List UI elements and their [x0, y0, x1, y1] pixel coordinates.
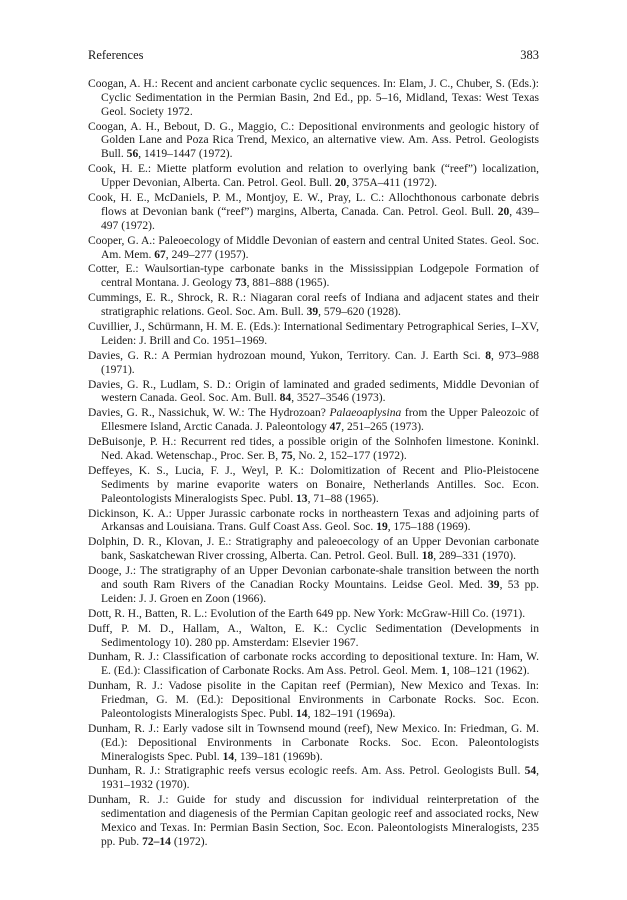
reference-text: , 3527–3546 (1973).	[291, 392, 386, 405]
reference-text: , No. 2, 152–177 (1972).	[292, 449, 407, 462]
volume-number: 1	[440, 665, 447, 678]
volume-number: 8	[485, 349, 491, 362]
reference-text: , 439–497 (1972).	[101, 205, 539, 232]
reference-text: Dickinson, K. A.: Upper Jurassic carbonate rocks in northeastern Texas and adjoining parts of Arkansas and Louisiana. Trans. Gulf Coast Ass. Geol. Soc.	[88, 507, 539, 534]
volume-number: 47	[329, 421, 342, 434]
reference-text: Dunham, R. J.: Stratigraphic reefs versus ecologic reefs. Am. Ass. Petrol. Geologists Bull.	[88, 765, 525, 778]
reference-text: Coogan, A. H., Bebout, D. G., Maggio, C.: Depositional environments and geologic history of Golden Lane and Poza Rica Trend, Mexico, an alternative view. Am. Ass. Petrol. Geologists Bull.	[88, 120, 539, 161]
reference-text: Cook, H. E., McDaniels, P. M., Montjoy, E. W., Pray, L. C.: Allochthonous carbonate debris flows at Devonian bank (“reef”) margins, Alberta, Canada. Can. Petrol. Geol. Bull.	[88, 192, 539, 218]
reference-text: Cook, H. E.: Miette platform evolution and relation to overlying bank (“reef”) localization, Upper Devonian, Alberta. Can. Petrol. Geol. Bull.	[88, 163, 539, 190]
reference-entry	[88, 536, 539, 564]
running-head	[88, 48, 539, 63]
reference-entry	[88, 350, 539, 378]
volume-number: 75	[281, 449, 293, 462]
reference-entry	[88, 321, 539, 349]
reference-entry	[88, 723, 539, 765]
reference-entry	[88, 623, 539, 651]
reference-text: Coogan, A. H.: Recent and ancient carbonate cyclic sequences. In: Elam, J. C., Chuber, S. (Eds.): Cyclic Sedimentation in the Permian Basin, 2nd Ed., pp. 5–16, Midland, Texas: West Texas Geol. Society 1972.	[88, 78, 539, 118]
volume-number: 13	[296, 492, 308, 505]
reference-text: Deffeyes, K. S., Lucia, F. J., Weyl, P. K.: Dolomitization of Recent and Plio-Pleistocene Sediments by marine evaporite waters on Bonaire, Netherlands Antilles. Soc. Econ. Paleontologists Mineralogists Spec. Publ.	[88, 464, 539, 505]
reference-entry	[88, 680, 539, 722]
reference-entry	[88, 121, 539, 163]
reference-text: , 182–191 (1969a).	[307, 707, 396, 720]
volume-number: 84	[279, 392, 292, 405]
reference-text: Cooper, G. A.: Paleoecology of Middle Devonian of eastern and central United States. Geol. Soc. Am. Mem.	[88, 234, 539, 261]
reference-entry	[88, 436, 539, 464]
reference-text: (1972).	[170, 835, 208, 848]
taxon-name: Palaeoaplysina	[329, 407, 402, 420]
reference-entry	[88, 192, 539, 234]
volume-number: 20	[334, 177, 347, 190]
reference-text: Cotter, E.: Waulsortian-type carbonate banks in the Mississippian Lodgepole Formation of central Montana. J. Geology	[88, 263, 539, 290]
reference-text: Cuvillier, J., Schürmann, H. M. E. (Eds.): International Sedimentary Petrographical Series, I–XV, Leiden: J. Brill and Co. 1951–1969.	[88, 321, 539, 347]
reference-text: , 53 pp. Leiden: J. J. Groen en Zoon (1966).	[101, 578, 540, 605]
reference-text: , 139–181 (1969b).	[234, 750, 323, 763]
reference-entry	[88, 565, 539, 607]
reference-entry	[88, 608, 539, 622]
volume-number: 19	[376, 521, 388, 534]
reference-entry	[88, 508, 539, 536]
volume-number: 56	[126, 148, 139, 161]
volume-number: 39	[488, 578, 500, 591]
reference-entry	[88, 235, 539, 263]
reference-text: Dunham, R. J.: Classification of carbonate rocks according to depositional texture. In: Ham, W. E. (Ed.): Classification of Carbonate Rocks. Am Ass. Petrol. Geol. Mem.	[88, 651, 539, 678]
reference-text: , 375A–411 (1972).	[346, 177, 437, 190]
reference-text: , 579–620 (1928).	[318, 306, 401, 319]
reference-text: , 289–331 (1970).	[433, 550, 516, 563]
reference-entry	[88, 163, 539, 191]
reference-text: , 175–188 (1969).	[387, 521, 471, 534]
volume-number: 72–14	[142, 835, 171, 848]
reference-text: Dott, R. H., Batten, R. L.: Evolution of the Earth 649 pp. New York: McGraw-Hill Co. (1971).	[88, 607, 526, 620]
reference-entry	[88, 263, 539, 291]
running-head-title: References	[88, 48, 144, 62]
reference-entry	[88, 465, 539, 507]
reference-text: from the Upper Paleozoic of Ellesmere Island, Arctic Canada. J. Paleontology	[101, 407, 539, 434]
reference-text: Duff, P. M. D., Hallam, A., Walton, E. K.: Cyclic Sedimentation (Developments in Sedimentology 10). 280 pp. Amsterdam: Elsevier 1967.	[88, 622, 539, 649]
volume-number: 67	[154, 248, 166, 261]
reference-text: , 251–265 (1973).	[341, 421, 424, 434]
reference-text: Dunham, R. J.: Vadose pisolite in the Capitan reef (Permian), New Mexico and Texas. In: Friedman, G. M. (Ed.): Depositional Environments in Carbonate Rocks. Soc. Econ. Paleontologists Mineralogists Spec. Publ.	[88, 680, 539, 720]
reference-text: , 108–121 (1962).	[446, 665, 530, 678]
reference-text: , 881–888 (1965).	[246, 277, 330, 290]
volume-number: 73	[235, 277, 247, 290]
reference-text: DeBuisonje, P. H.: Recurrent red tides, a possible origin of the Solnhofen limestone. Koninkl. Ned. Akad. Wetenschap., Proc. Ser. B,	[88, 436, 539, 462]
reference-entry	[88, 292, 539, 320]
volume-number: 54	[524, 765, 537, 778]
reference-entry	[88, 651, 539, 679]
volume-number: 14	[222, 750, 235, 763]
reference-entry	[88, 407, 539, 435]
reference-text: Davies, G. R., Ludlam, S. D.: Origin of laminated and graded sediments, Middle Devonian of western Canada. Geol. Soc. Am. Bull.	[88, 378, 539, 405]
reference-entry	[88, 78, 539, 120]
reference-text: , 249–277 (1957).	[165, 248, 249, 261]
reference-text: Dooge, J.: The stratigraphy of an Upper Devonian carbonate-shale transition between the north and south Ram Rivers of the Canadian Rocky Mountains. Leidse Geol. Med.	[88, 565, 539, 591]
reference-text: , 71–88 (1965).	[307, 492, 379, 505]
reference-entry	[88, 794, 539, 849]
reference-text: Dunham, R. J.: Guide for study and discussion for individual reinterpretation of the sedimentation and diagenesis of the Permian Capitan geologic reef and associated rocks, New Mexico and Texas. In: Permian Basin Section, Soc. Econ. Paleontologists Mineralogists, 235 pp. Pub.	[88, 794, 539, 848]
reference-text: , 1931–1932 (1970).	[101, 765, 539, 792]
page-number: 383	[520, 48, 539, 62]
volume-number: 20	[497, 205, 510, 218]
reference-list	[88, 78, 539, 851]
reference-text: , 1419–1447 (1972).	[138, 148, 233, 161]
volume-number: 18	[421, 550, 434, 563]
reference-text: Davies, G. R.: A Permian hydrozoan mound, Yukon, Territory. Can. J. Earth Sci.	[88, 349, 486, 362]
reference-text: , 973–988 (1971).	[101, 349, 539, 376]
volume-number: 14	[296, 707, 308, 720]
reference-text: Cummings, E. R., Shrock, R. R.: Niagaran coral reefs of Indiana and adjacent states and their stratigraphic relations. Geol. Soc. Am. Bull.	[88, 292, 539, 319]
reference-text: Dunham, R. J.: Early vadose silt in Townsend mound (reef), New Mexico. In: Friedman, G. M. (Ed.): Depositional Environments in Carbonate Rocks. Soc. Econ. Paleontologists Mineralogists Spec. Publ.	[88, 722, 539, 763]
reference-text: Davies, G. R., Nassichuk, W. W.: The Hydrozoan?	[88, 407, 330, 420]
reference-entry	[88, 765, 539, 793]
reference-text: Dolphin, D. R., Klovan, J. E.: Stratigraphy and paleoecology of an Upper Devonian carbonate bank, Saskatchewan River crossing, Alberta. Can. Petrol. Geol. Bull.	[88, 536, 539, 563]
reference-entry	[88, 379, 539, 407]
volume-number: 39	[306, 306, 319, 319]
